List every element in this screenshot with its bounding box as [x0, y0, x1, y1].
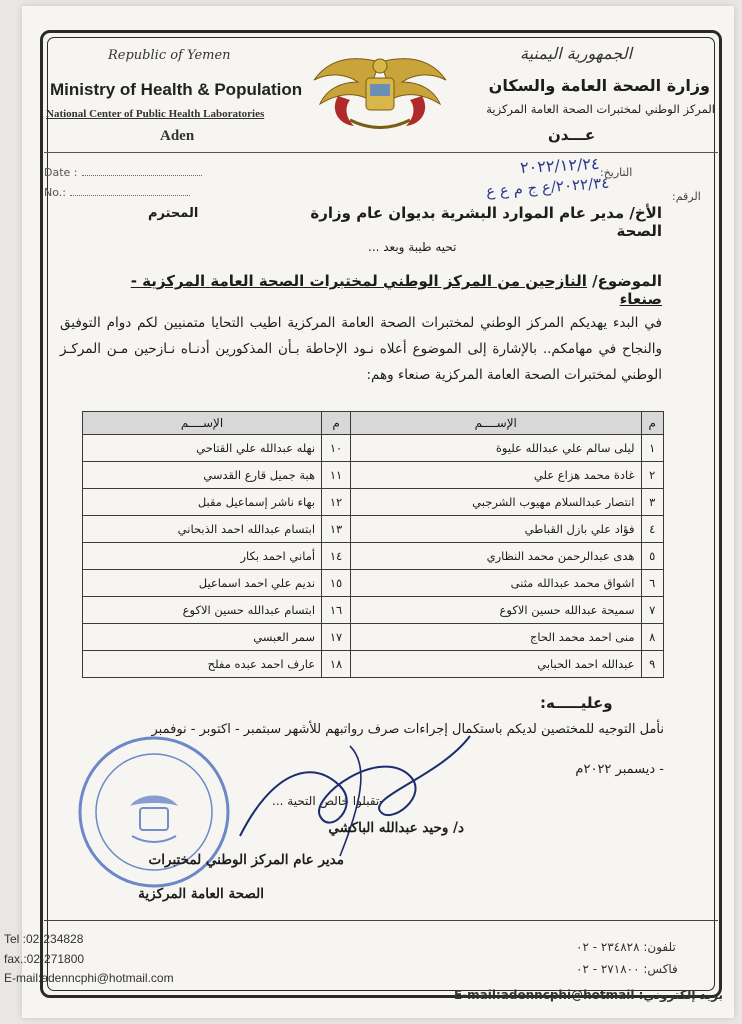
col-header-name2: الإســــم	[83, 412, 322, 435]
table-header-row	[83, 412, 664, 435]
row-number: ١٨	[322, 651, 351, 678]
header-divider	[44, 152, 718, 153]
letter-addressee: الأخ/ مدير عام الموارد البشرية بديوان عام وزارة الصحة	[310, 204, 662, 240]
closing-regards: -تقبلوا خالص التحية ...	[272, 794, 384, 808]
footer-en-email: E-mail:adenncphi@hotmail.com	[4, 971, 174, 985]
row-number: ٨	[641, 624, 664, 651]
col-header-num: م	[641, 412, 664, 435]
row-name: ابتسام عبدالله احمد الذبحاني	[83, 516, 322, 543]
table-row	[83, 624, 664, 651]
row-number: ٤	[641, 516, 664, 543]
names-table	[82, 411, 664, 678]
row-number: ٩	[641, 651, 664, 678]
letter-subject	[120, 272, 662, 308]
letter-body: في البدء يهديكم المركز الوطني لمختبرات الصحة العامة المركزية اطيب التحايا متمنيين لكم دوام التوفيق والنجاح في مهامكم.. بالإشارة إلى الموضوع أعلاه نـود الإحاطة بـأن المذكورين أدنـاه نـازحين مـن المركـز الوطني لمختبرات الصحة العامة المركزية صنعاء وهم:	[60, 315, 662, 383]
row-name: منى احمد محمد الحاج	[351, 624, 642, 651]
subject-label: الموضوع/	[592, 272, 662, 290]
table-row	[83, 489, 664, 516]
closing-therefore: وعليـــــه:	[540, 694, 613, 712]
row-number: ٢	[641, 462, 664, 489]
ar-ref-value: ٢٠٢٢/٣٤/ع ج م ع ع	[485, 173, 610, 201]
row-name: عبدالله احمد الحبابي	[351, 651, 642, 678]
table-row	[83, 462, 664, 489]
en-center-title: National Center of Public Health Laboratories	[46, 108, 265, 120]
col-header-num2: م	[322, 412, 351, 435]
ar-date-value: ٢٠٢٢/١٢/٢٤	[519, 153, 600, 178]
en-republic-title: Republic of Yemen	[108, 48, 231, 63]
row-number: ٥	[641, 543, 664, 570]
closing-request-line2: - ديسمبر ٢٠٢٢م	[575, 762, 664, 777]
row-name: انتصار عبدالسلام مهيوب الشرجبي	[351, 489, 642, 516]
row-number: ١٣	[322, 516, 351, 543]
subject-text: النازحين من المركز الوطني لمختبرات الصحة العامة المركزية - صنعاء	[130, 272, 662, 308]
row-name: بهاء ناشر إسماعيل مقبل	[83, 489, 322, 516]
table-row	[83, 435, 664, 462]
row-number: ١٤	[322, 543, 351, 570]
row-name: عارف احمد عبده مفلح	[83, 651, 322, 678]
row-name: أماني احمد بكار	[83, 543, 322, 570]
date-field: Date :	[44, 166, 202, 179]
closing-request-line1: نأمل التوجيه للمختصين لديكم باستكمال إجراءات صرف رواتبهم للأشهر سبتمبر - اكتوبر - نوفمبر	[151, 722, 664, 737]
letter-greeting: تحيه طيبة وبعد ...	[368, 240, 457, 254]
signatory-title-line1: مدير عام المركز الوطني لمختبرات	[148, 852, 344, 868]
row-number: ٣	[641, 489, 664, 516]
signatory-name: د/ وحيد عبدالله الباكشي	[328, 820, 464, 836]
letter-respected: المحترم	[148, 206, 199, 221]
row-name: نديم علي احمد اسماعيل	[83, 570, 322, 597]
ar-date-label: التاريخ:	[600, 166, 633, 179]
ar-ministry-title: وزارة الصحة العامة والسكان	[488, 76, 710, 95]
ar-republic-title: الجمهورية اليمنية	[520, 44, 633, 63]
row-name: نهله عبدالله علي القتاحي	[83, 435, 322, 462]
number-field: No.:	[44, 186, 190, 199]
row-number: ١٢	[322, 489, 351, 516]
en-city: Aden	[160, 128, 195, 144]
row-number: ١٥	[322, 570, 351, 597]
row-name: غادة محمد هزاع علي	[351, 462, 642, 489]
ar-center-title: المركز الوطني لمختبرات الصحة العامة المركزية	[486, 102, 715, 116]
table-row	[83, 651, 664, 678]
table-row	[83, 543, 664, 570]
row-number: ١٧	[322, 624, 351, 651]
row-number: ٦	[641, 570, 664, 597]
yemen-eagle-emblem-icon	[310, 44, 450, 136]
row-name: سمر العبسي	[83, 624, 322, 651]
footer-ar-email: بريد إلكتروني: E-mail:adenncphi@hotmail	[454, 988, 724, 1002]
row-number: ١١	[322, 462, 351, 489]
table-row	[83, 597, 664, 624]
footer-divider	[44, 920, 718, 921]
ar-city: عـــدن	[548, 126, 596, 144]
row-name: اشواق محمد عبدالله مثنى	[351, 570, 642, 597]
footer-en-fax: fax.:02-271800	[4, 952, 85, 966]
footer-ar-fax: فاكس: ٢٧١٨٠٠ - ٠٢	[576, 962, 678, 976]
col-header-name: الإســــم	[351, 412, 642, 435]
row-number: ١	[641, 435, 664, 462]
row-name: ليلى سالم علي عبدالله عليوة	[351, 435, 642, 462]
row-name: هبة جميل قارع القدسي	[83, 462, 322, 489]
row-number: ٧	[641, 597, 664, 624]
row-name: هدى عبدالرحمن محمد النظاري	[351, 543, 642, 570]
row-name: ابتسام عبدالله حسين الاكوع	[83, 597, 322, 624]
footer-ar-tel: تلفون: ٢٣٤٨٢٨ - ٠٢	[576, 940, 676, 954]
footer-en-tel: Tel :02-234828	[4, 932, 84, 946]
ar-ref-label: الرقم:	[672, 190, 701, 203]
row-name: فؤاد علي بازل القباطي	[351, 516, 642, 543]
official-stamp-icon	[74, 732, 234, 892]
en-ministry-title: Ministry of Health & Population	[50, 80, 303, 99]
row-name: سميحة عبدالله حسين الاكوع	[351, 597, 642, 624]
row-number: ١٠	[322, 435, 351, 462]
row-number: ١٦	[322, 597, 351, 624]
table-row	[83, 570, 664, 597]
signatory-title-line2: الصحة العامة المركزية	[138, 886, 264, 902]
table-row	[83, 516, 664, 543]
